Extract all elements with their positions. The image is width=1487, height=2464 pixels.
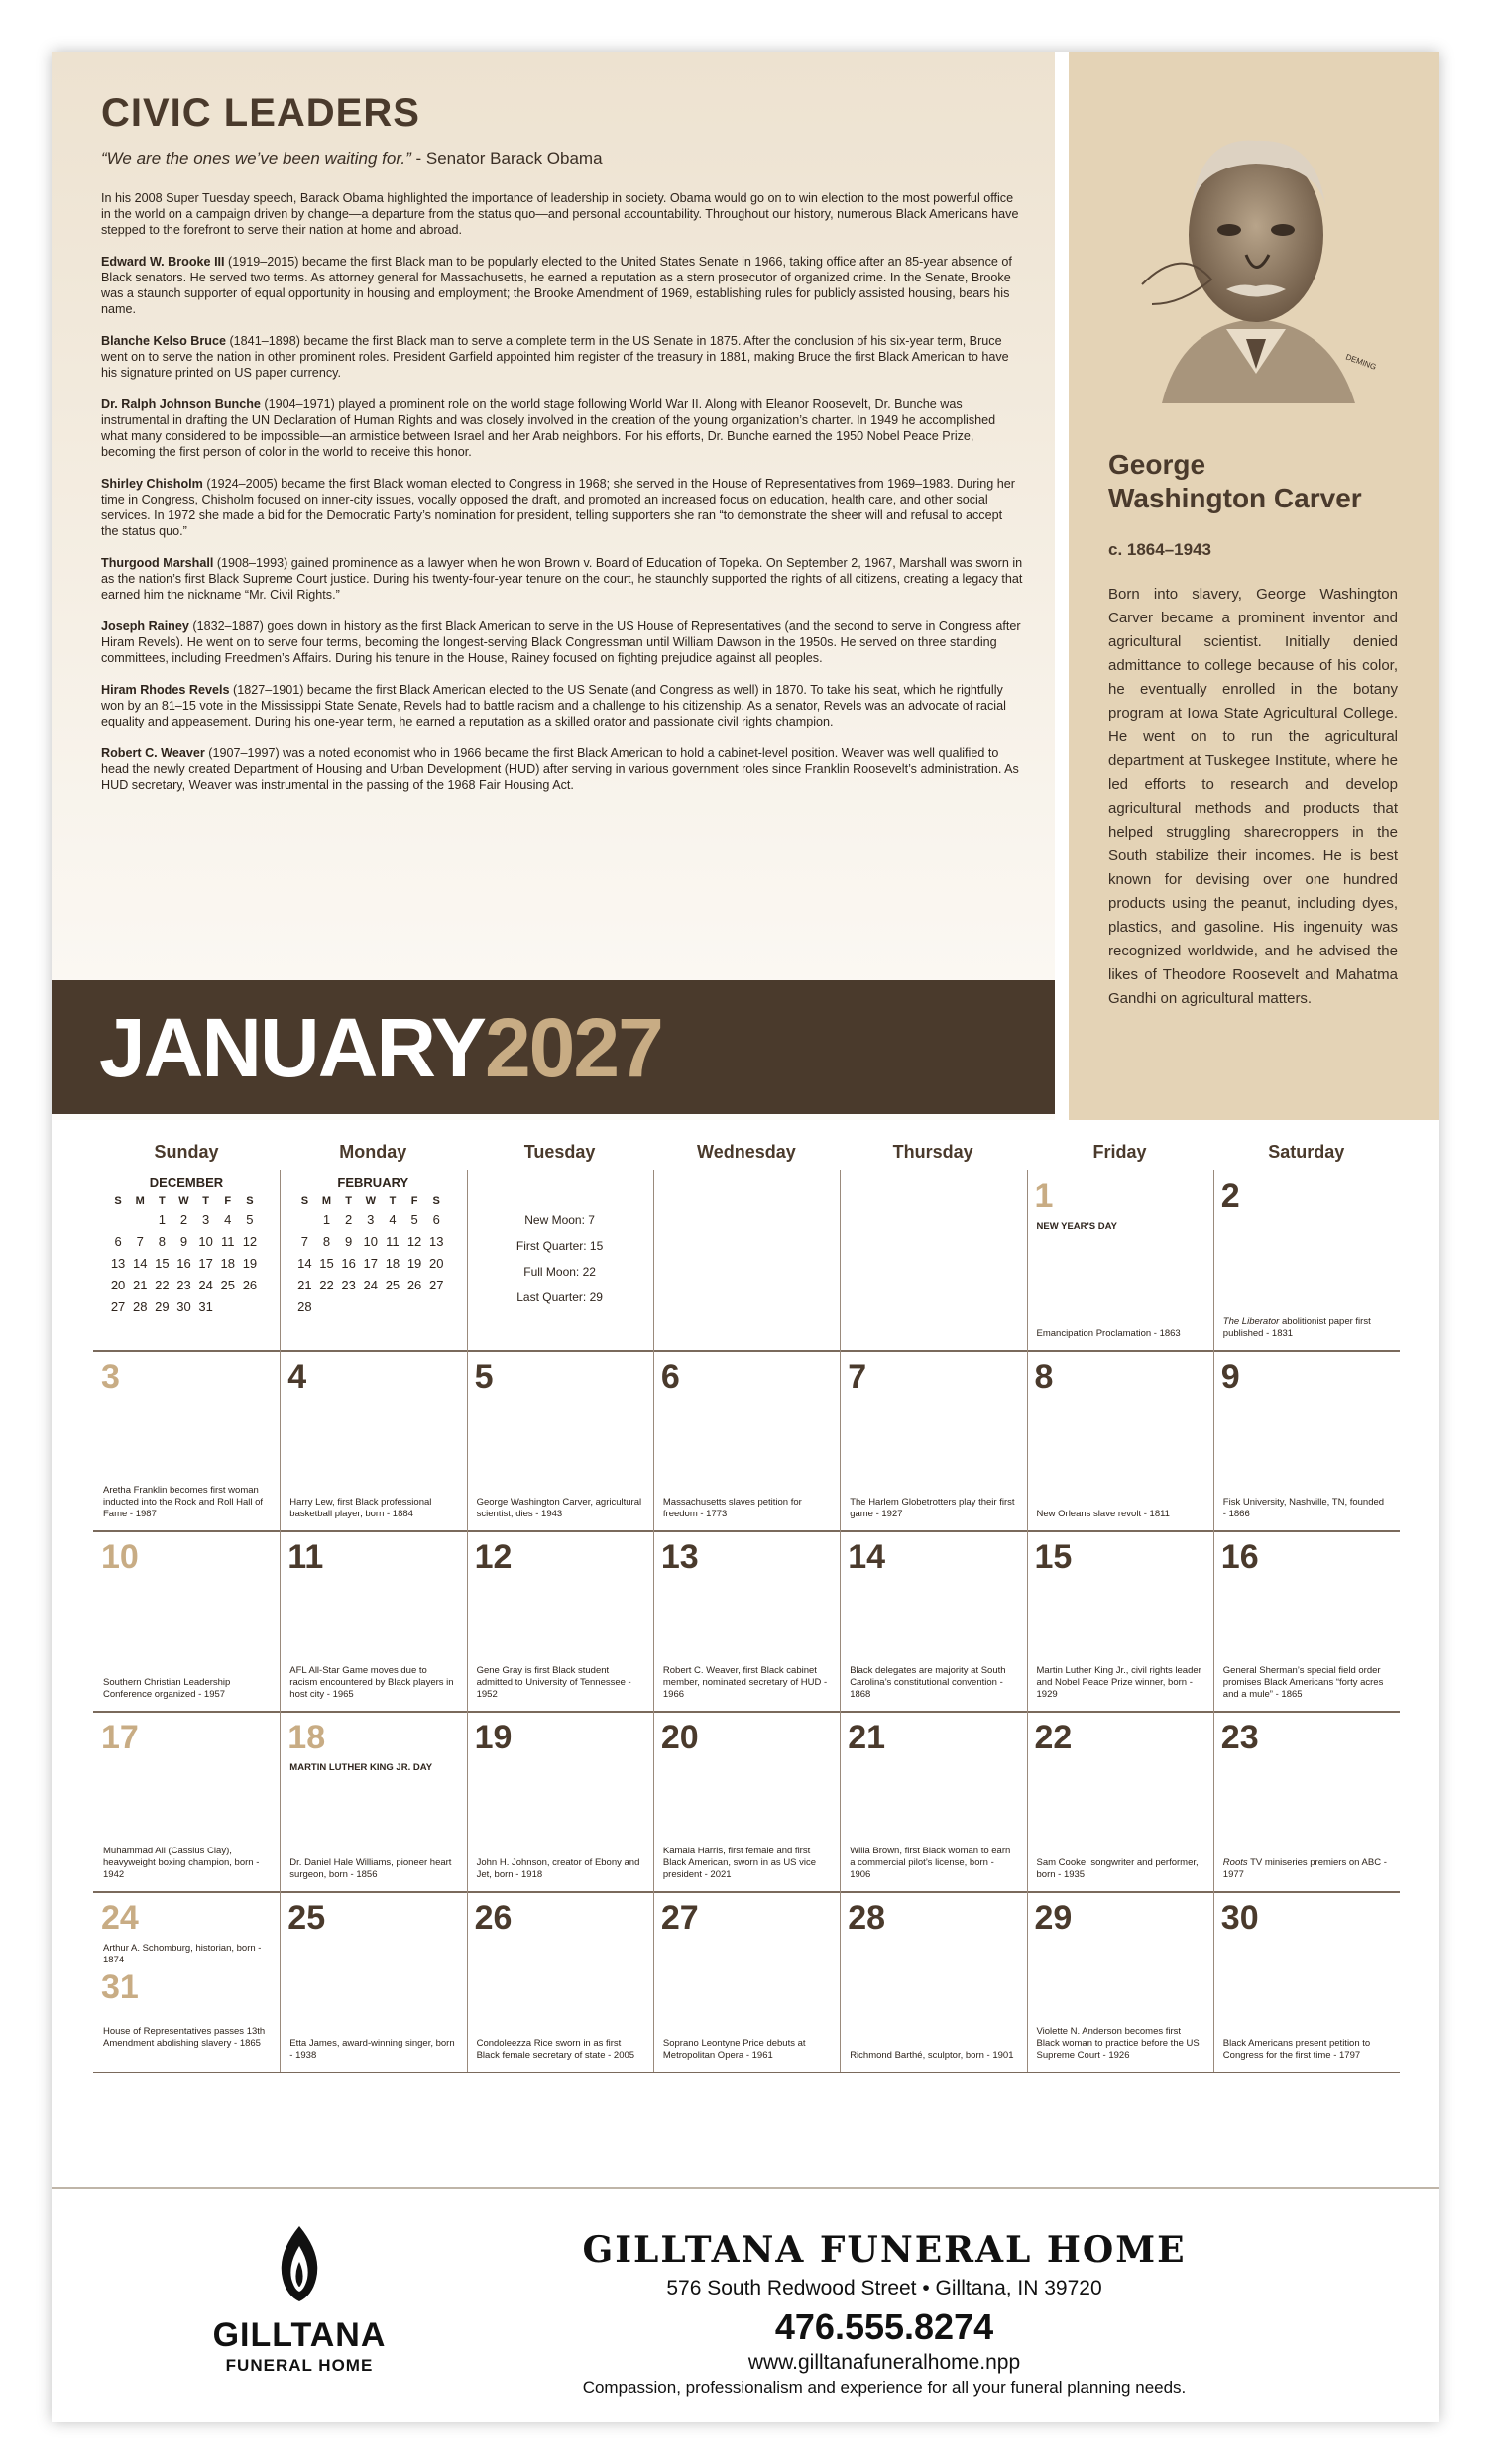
business-website[interactable]: www.gilltanafuneralhome.npp — [747, 2351, 1021, 2374]
mini-day: 25 — [385, 1277, 400, 1292]
mini-day: 13 — [110, 1255, 126, 1271]
mini-day: 23 — [341, 1277, 356, 1292]
mini-day — [382, 1295, 403, 1317]
articles — [101, 190, 1023, 809]
event-text — [477, 2038, 643, 2062]
section-title: CIVIC LEADERS — [101, 91, 420, 135]
mini-weekday: T — [345, 1195, 353, 1207]
event-description: Soprano Leontyne Price debuts at Metropolitan Opera - 1961 — [662, 2038, 806, 2061]
mini-day: 8 — [322, 1233, 331, 1249]
day-number: 26 — [474, 1899, 513, 1937]
day-number: 13 — [660, 1538, 699, 1576]
day-number: 9 — [1220, 1358, 1240, 1396]
empty-cell — [840, 1170, 1026, 1350]
mini-weekday: T — [158, 1195, 166, 1207]
mini-day — [293, 1208, 315, 1230]
mini-day: 27 — [110, 1298, 126, 1314]
mini-day: 22 — [155, 1277, 170, 1292]
mini-day — [315, 1295, 337, 1317]
mini-weekday: T — [202, 1195, 209, 1207]
mini-day: 28 — [297, 1298, 312, 1314]
mini-calendar-cell — [93, 1170, 280, 1350]
mini-day: 29 — [155, 1298, 170, 1314]
weekday-label: Monday — [339, 1142, 407, 1162]
mini-weekday: T — [389, 1195, 397, 1207]
day-cell — [1027, 1170, 1213, 1350]
day-cell — [280, 1350, 466, 1530]
weekday-label: Saturday — [1268, 1142, 1345, 1162]
event-text — [289, 1857, 456, 1881]
event-text — [103, 1846, 270, 1881]
event-description: Southern Christian Leadership Conference organized - 1957 — [103, 1677, 231, 1700]
business-address: 576 South Redwood Street • Gilltana, IN 39720 — [666, 2277, 1102, 2299]
article-text: (1832–1887) goes down in history as the first Black American to serve in the US House of Representatives (and the second to serve in Congress after Hiram Revels). He went on to serve four terms, becoming the longest-serving Black Congressman until William Dawson in the 1950s. He served on three standing committees, including Freedmen’s Affairs. During his tenure in the House, Rainey focused on fighting prejudice against all peoples. — [101, 619, 1021, 665]
day-number: 2 — [1220, 1177, 1240, 1215]
event-description: Kamala Harris, first female and first Black American, sworn in as US vice president - 2021 — [662, 1846, 817, 1880]
mini-weekday: M — [321, 1195, 332, 1207]
event-description: Gene Gray is first Black student admitted to University of Tennessee - 1952 — [476, 1665, 631, 1700]
event-text — [289, 1497, 456, 1520]
business-phone: 476.555.8274 — [774, 2306, 994, 2347]
mini-day — [129, 1208, 151, 1230]
day-cell — [840, 1530, 1026, 1711]
event-text — [1037, 1857, 1203, 1881]
day-number: 20 — [660, 1719, 699, 1756]
day-number: 19 — [474, 1719, 513, 1756]
mini-day: 27 — [428, 1277, 444, 1292]
mini-day — [107, 1208, 129, 1230]
event-text — [663, 2038, 830, 2062]
day-cell — [93, 1530, 280, 1711]
article-paragraph — [101, 333, 1023, 381]
bio-text: Born into slavery, George Washington Carver became a prominent inventor and agricultural scientist. Initially denied admittance to college because of his color, he eventually enrolled in the botany program at Iowa State Agricultural College. He went on to run the agricultural department at Tuskegee Institute, where he led efforts to research and develop agricultural methods and products that helped struggling sharecroppers in the South stabilize their incomes. He is best known for devising over one hundred products using the peanut, including dyes, plastics, and gasoline. His ingenuity was recognized worldwide, and he advised the likes of Theodore Roosevelt and Mahatma Gandhi on agricultural matters. — [1108, 586, 1398, 1007]
mini-day: 7 — [136, 1233, 144, 1249]
day-number: 14 — [848, 1538, 886, 1576]
article-paragraph — [101, 476, 1023, 539]
mini-day: 12 — [242, 1233, 258, 1249]
day-number: 16 — [1220, 1538, 1259, 1576]
event-description: George Washington Carver, agricultural scientist, dies - 1943 — [476, 1497, 642, 1519]
mini-day: 26 — [406, 1277, 422, 1292]
day-number: 30 — [1220, 1899, 1259, 1937]
leader-name: Shirley Chisholm — [101, 477, 203, 491]
leader-name: Joseph Rainey — [101, 619, 189, 633]
day-number: 10 — [101, 1538, 139, 1576]
mini-day: 24 — [198, 1277, 213, 1292]
event-text — [850, 1846, 1016, 1881]
logo-subtitle: FUNERAL HOME — [225, 2356, 374, 2375]
day-cell — [1027, 1350, 1213, 1530]
event-text — [1223, 2038, 1390, 2062]
mini-weekday: F — [224, 1195, 232, 1207]
mini-day — [217, 1295, 239, 1317]
day-number: 29 — [1034, 1899, 1073, 1937]
day-number: 7 — [848, 1358, 867, 1396]
weekday-header — [93, 1120, 1400, 1170]
day-cell — [280, 1530, 466, 1711]
event-text — [663, 1846, 830, 1881]
day-cell — [1027, 1530, 1213, 1711]
article-text: In his 2008 Super Tuesday speech, Barack Obama highlighted the importance of leadership in society. Obama would go on to win election to the most powerful office in the world on a campaign driven by change—a departure from the status quo—and personal accountability. Throughout our history, numerous Black Americans have stepped to the forefront to serve their nation at home and abroad. — [101, 191, 1019, 237]
day-cell — [840, 1711, 1026, 1891]
mini-day: 16 — [341, 1255, 356, 1271]
empty-cell — [653, 1170, 840, 1350]
day-number: 15 — [1034, 1538, 1073, 1576]
day-number: 24 — [101, 1899, 139, 1937]
day-number: 5 — [474, 1358, 494, 1396]
mini-day: 7 — [300, 1233, 308, 1249]
mini-calendar — [107, 1176, 266, 1317]
day-cell — [467, 1530, 653, 1711]
day-number: 12 — [474, 1538, 513, 1576]
leader-name: Dr. Ralph Johnson Bunche — [101, 397, 261, 411]
event-text — [1223, 1497, 1390, 1520]
event-description: Arthur A. Schomburg, historian, born - 1874 — [103, 1943, 262, 1965]
day-cell — [93, 1891, 280, 2072]
article-paragraph — [101, 682, 1023, 729]
mini-day: 6 — [114, 1233, 122, 1249]
mini-day: 1 — [158, 1211, 166, 1227]
event-text — [663, 1497, 830, 1520]
mini-day: 20 — [110, 1277, 126, 1292]
mini-day: 4 — [224, 1211, 232, 1227]
mini-day: 22 — [319, 1277, 334, 1292]
mini-day: 9 — [179, 1233, 188, 1249]
article-paragraph — [101, 396, 1023, 460]
mini-day — [425, 1295, 447, 1317]
row-divider — [93, 2072, 1400, 2073]
article-paragraph — [101, 190, 1023, 238]
mini-weekday: M — [135, 1195, 145, 1207]
month-banner — [52, 980, 1055, 1114]
mini-day: 21 — [132, 1277, 148, 1292]
event-text: House of Representatives passes 13th Amendment abolishing slavery - 1865 — [103, 2026, 266, 2049]
event-description: Willa Brown, first Black woman to earn a commercial pilot’s license, born - 1906 — [850, 1846, 1011, 1880]
article-text: (1924–2005) became the first Black woman elected to Congress in 1968; she served in the House of Representatives from 1969–1983. During her time in Congress, Chisholm focused on inner-city issues, vocally opposed the draft, and promoted an increased focus on education, health care, and other social services. In 1972 she made a bid for the Democratic Party’s nomination for president, telling supporters she ran “to demonstrate the sheer will and refusal to accept the status quo.” — [101, 477, 1015, 538]
day-cell — [653, 1711, 840, 1891]
mini-day — [338, 1295, 360, 1317]
mini-day — [360, 1295, 382, 1317]
event-description: Fisk University, Nashville, TN, founded - 1866 — [1222, 1497, 1385, 1519]
event-description: Black delegates are majority at South Carolina’s constitutional convention - 1868 — [850, 1665, 1006, 1700]
mini-day: 11 — [221, 1233, 235, 1249]
moon-phases-cell — [467, 1170, 653, 1350]
article-text: (1908–1993) gained prominence as a lawyer when he won Brown v. Board of Education of Topeka. On September 2, 1967, Marshall was sworn in as the nation’s first Black Supreme Court justice. During his twenty-four-year tenure on the court, he staunchly supported the rights of all citizens, creating a legacy that earned him the nickname “Mr. Civil Rights.” — [101, 556, 1023, 602]
day-cell — [1213, 1350, 1400, 1530]
event-text — [1037, 1509, 1203, 1520]
event-text — [1037, 1328, 1203, 1340]
mini-day — [403, 1295, 425, 1317]
mini-day: 15 — [155, 1255, 170, 1271]
mini-day: 30 — [176, 1298, 191, 1314]
weekday-label: Tuesday — [523, 1142, 596, 1162]
leader-name: Edward W. Brooke III — [101, 255, 225, 269]
mini-day: 18 — [385, 1255, 400, 1271]
business-name: GILLTANA FUNERAL HOME — [582, 2229, 1187, 2271]
day-cell — [280, 1711, 466, 1891]
mini-day: 10 — [198, 1233, 213, 1249]
event-description: Muhammad Ali (Cassius Clay), heavyweight boxing champion, born - 1942 — [103, 1846, 260, 1880]
mini-calendar-title: FEBRUARY — [337, 1176, 409, 1190]
quote-attribution: - Senator Barack Obama — [410, 149, 603, 168]
event-description: Condoleezza Rice sworn in as first Black female secretary of state - 2005 — [476, 2038, 635, 2061]
event-description: Sam Cooke, songwriter and performer, born - 1935 — [1036, 1857, 1199, 1880]
event-text — [289, 1665, 456, 1701]
event-text — [103, 1677, 270, 1701]
mini-day: 14 — [297, 1255, 312, 1271]
moon-phase-line: Full Moon: 22 — [523, 1265, 596, 1279]
mini-day: 4 — [389, 1211, 397, 1227]
mini-weekday: W — [178, 1195, 189, 1207]
quote — [101, 149, 603, 168]
event-title-italic: Roots — [1222, 1857, 1248, 1868]
civic-leaders-panel — [52, 52, 1055, 1120]
day-cell — [653, 1891, 840, 2072]
article-text: (1907–1997) was a noted economist who in 1966 became the first Black American to hold a cabinet-level position. Weaver was well qualified to head the newly created Department of Housing and Urban Development (HUD) after serving in various government roles since Franklin Roosevelt’s administration. As HUD secretary, Weaver was instrumental in the passing of the 1968 Fair Housing Act. — [101, 746, 1019, 792]
day-number: 11 — [287, 1538, 324, 1576]
calendar-page — [52, 52, 1439, 2422]
mini-day: 31 — [198, 1298, 213, 1314]
event-title-italic: The Liberator — [1222, 1316, 1280, 1327]
mini-day: 23 — [176, 1277, 191, 1292]
event-text — [1223, 1665, 1390, 1701]
day-number: 31 — [101, 1968, 139, 2006]
day-number: 6 — [660, 1358, 680, 1396]
mini-day: 16 — [176, 1255, 191, 1271]
day-cell — [467, 1350, 653, 1530]
article-text: (1904–1971) played a prominent role on the world stage following World War II. Along with Eleanor Roosevelt, Dr. Bunche was instrumental in drafting the UN Declaration of Human Rights and was closely involved in the creation of the young organization’s charter. In 1949 he accomplished what many considered to be impossible—an armistice between Israel and her Arab neighbors. For his efforts, Dr. Bunche earned the 1950 Nobel Peace Prize, becoming the first person of color in the world to receive this honor. — [101, 397, 996, 459]
day-cell — [467, 1891, 653, 2072]
mini-weekday: S — [246, 1195, 254, 1207]
mini-day: 11 — [386, 1233, 400, 1249]
event-text — [663, 1665, 830, 1701]
mini-calendar-title: DECEMBER — [149, 1176, 224, 1190]
event-text — [289, 2038, 456, 2062]
mini-day: 13 — [428, 1233, 444, 1249]
day-number: 21 — [848, 1719, 886, 1756]
event-description: Aretha Franklin becomes first woman inducted into the Rock and Roll Hall of Fame - 1987 — [103, 1485, 264, 1519]
event-description: Martin Luther King Jr., civil rights leader and Nobel Peace Prize winner, born - 1929 — [1036, 1665, 1201, 1700]
article-paragraph — [101, 618, 1023, 666]
event-description: abolitionist paper first published - 1831 — [1222, 1316, 1371, 1339]
event-description: Massachusetts slaves petition for freedom - 1773 — [662, 1497, 802, 1519]
mini-day: 20 — [428, 1255, 444, 1271]
portrait-illustration — [1122, 106, 1390, 413]
bio-name — [1108, 448, 1362, 515]
mini-day: 15 — [319, 1255, 334, 1271]
event-description: Black Americans present petition to Congress for the first time - 1797 — [1222, 2038, 1371, 2061]
mini-calendar-cell — [280, 1170, 466, 1350]
bio-name-line2: Washington Carver — [1108, 483, 1362, 513]
event-text — [1223, 1316, 1390, 1340]
mini-day: 19 — [406, 1255, 422, 1271]
event-description: General Sherman’s special field order promises Black Americans “forty acres and a mule” - 1865 — [1222, 1665, 1384, 1700]
moon-phase-line: Last Quarter: 29 — [516, 1290, 603, 1304]
day-cell — [1213, 1711, 1400, 1891]
advertiser-footer — [52, 2187, 1439, 2422]
mini-day: 28 — [132, 1298, 148, 1314]
mini-day: 26 — [242, 1277, 258, 1292]
event-description: John H. Johnson, creator of Ebony and Jet, born - 1918 — [476, 1857, 640, 1880]
mini-day: 2 — [179, 1211, 188, 1227]
mini-day: 17 — [198, 1255, 213, 1271]
article-text: (1919–2015) became the first Black man to be popularly elected to the United States Senate in 1966, taking office after an 85-year absence of Black senators. He served two terms. As attorney general for Massachusetts, he earned a reputation as a stern prosecutor of organized crime. In the Senate, Brooke was a staunch supporter of equal opportunity in housing and employment; the Brooke Amendment of 1969, establishing rules for publicly assisted housing, bears his name. — [101, 255, 1012, 316]
day-cell — [93, 1711, 280, 1891]
day-cell — [1213, 1891, 1400, 2072]
holiday-label: MARTIN LUTHER KING JR. DAY — [289, 1762, 433, 1773]
day-number: 3 — [101, 1358, 120, 1396]
event-description: TV miniseries premiers on ABC - 1977 — [1222, 1857, 1387, 1880]
artist-signature: DEMING — [1344, 352, 1378, 372]
mini-day: 14 — [132, 1255, 148, 1271]
article-paragraph — [101, 745, 1023, 793]
bio-years: c. 1864–1943 — [1108, 540, 1211, 559]
day-number: 22 — [1034, 1719, 1073, 1756]
event-description: Richmond Barthé, sculptor, born - 1901 — [850, 2050, 1014, 2061]
mini-day: 6 — [432, 1211, 440, 1227]
weekday-label: Thursday — [892, 1142, 973, 1162]
event-description: Emancipation Proclamation - 1863 — [1036, 1328, 1181, 1339]
day-number: 23 — [1220, 1719, 1259, 1756]
mini-day: 5 — [410, 1211, 418, 1227]
day-cell — [840, 1891, 1026, 2072]
article-paragraph — [101, 254, 1023, 317]
mini-weekday: S — [114, 1195, 122, 1207]
mini-weekday: S — [300, 1195, 309, 1207]
leader-name: Thurgood Marshall — [101, 556, 214, 570]
day-cell — [93, 1350, 280, 1530]
mini-day: 2 — [345, 1211, 353, 1227]
mini-day: 17 — [363, 1255, 379, 1271]
day-number: 25 — [287, 1899, 326, 1937]
event-description: Violette N. Anderson becomes first Black woman to practice before the US Supreme Court - 1926 — [1036, 2026, 1200, 2061]
month-year: 2027 — [484, 1001, 662, 1094]
day-cell — [840, 1350, 1026, 1530]
mini-day: 21 — [297, 1277, 312, 1292]
day-cell — [653, 1530, 840, 1711]
holiday-label: NEW YEAR'S DAY — [1036, 1221, 1117, 1232]
day-number: 17 — [101, 1719, 139, 1756]
event-description: Robert C. Weaver, first Black cabinet member, nominated secretary of HUD - 1966 — [662, 1665, 828, 1700]
leader-name: Hiram Rhodes Revels — [101, 683, 230, 697]
divider — [1055, 52, 1069, 1120]
weekday-label: Wednesday — [697, 1142, 796, 1162]
day-cell — [653, 1350, 840, 1530]
weekday-label: Friday — [1092, 1142, 1147, 1162]
mini-day: 24 — [363, 1277, 379, 1292]
moon-phase-line: First Quarter: 15 — [515, 1239, 604, 1253]
mini-weekday: W — [365, 1195, 376, 1207]
leader-name: Robert C. Weaver — [101, 746, 205, 760]
day-cell — [1213, 1530, 1400, 1711]
article-text: (1841–1898) became the first Black man to serve a complete term in the US Senate in 1875. After the conclusion of his six-year term, Bruce went on to serve the nation in other prominent roles. President Garfield appointed him register of the treasury in 1881, making Bruce the first Black American to have his signature printed on US paper currency. — [101, 334, 1009, 380]
mini-day: 19 — [242, 1255, 258, 1271]
mini-day: 12 — [406, 1233, 422, 1249]
event-text — [1037, 1665, 1203, 1701]
mini-day: 10 — [363, 1233, 379, 1249]
day-cell — [1027, 1711, 1213, 1891]
event-text — [477, 1857, 643, 1881]
event-text — [477, 1497, 643, 1520]
event-text — [103, 1485, 270, 1520]
day-cell — [280, 1891, 466, 2072]
moon-phase-line: New Moon: 7 — [524, 1213, 595, 1227]
day-number: 28 — [848, 1899, 886, 1937]
event-text — [850, 2050, 1016, 2062]
event-text — [850, 1497, 1016, 1520]
mini-day: 18 — [220, 1255, 235, 1271]
day-number: 1 — [1034, 1177, 1054, 1215]
day-number: 4 — [287, 1358, 307, 1396]
mini-day — [239, 1295, 261, 1317]
mini-day: 25 — [220, 1277, 235, 1292]
day-number: 27 — [660, 1899, 699, 1937]
bio-name-line1: George — [1108, 449, 1206, 480]
event-text — [1037, 2026, 1203, 2062]
day-number: 18 — [287, 1719, 326, 1756]
day-cell — [1027, 1891, 1213, 2072]
moon-phases — [467, 1207, 653, 1310]
leader-name: Blanche Kelso Bruce — [101, 334, 226, 348]
event-description: New Orleans slave revolt - 1811 — [1036, 1509, 1170, 1519]
logo-name: GILLTANA — [212, 2316, 387, 2354]
mini-day: 5 — [246, 1211, 254, 1227]
event-description: Harry Lew, first Black professional basketball player, born - 1884 — [289, 1497, 432, 1519]
event-description: The Harlem Globetrotters play their first game - 1927 — [850, 1497, 1015, 1519]
business-tagline: Compassion, professionalism and experience for all your funeral planning needs. — [582, 2378, 1187, 2397]
quote-text: “We are the ones we’ve been waiting for.” — [101, 149, 411, 168]
mini-weekday: S — [432, 1195, 440, 1207]
event-text — [477, 1665, 643, 1701]
month-name: JANUARY — [99, 1001, 485, 1094]
event-text — [850, 1665, 1016, 1701]
mini-day: 8 — [158, 1233, 166, 1249]
flame-logo-icon — [275, 2224, 324, 2303]
day-cell — [1213, 1170, 1400, 1350]
day-number: 8 — [1034, 1358, 1054, 1396]
event-text — [103, 1943, 270, 1966]
event-description: AFL All-Star Game moves due to racism encountered by Black players in host city - 1965 — [289, 1665, 454, 1700]
mini-weekday: F — [410, 1195, 418, 1207]
mini-day: 1 — [322, 1211, 331, 1227]
event-text — [1223, 1857, 1390, 1881]
event-description: Etta James, award-winning singer, born - 1938 — [289, 2038, 455, 2061]
mini-calendar — [293, 1176, 452, 1317]
mini-day: 9 — [345, 1233, 353, 1249]
mini-day: 3 — [367, 1211, 375, 1227]
weekday-label: Sunday — [154, 1142, 219, 1162]
article-paragraph — [101, 555, 1023, 603]
mini-day: 3 — [202, 1211, 210, 1227]
day-cell — [467, 1711, 653, 1891]
event-description: Dr. Daniel Hale Williams, pioneer heart surgeon, born - 1856 — [289, 1857, 452, 1880]
month-title — [99, 1000, 662, 1096]
article-text: (1827–1901) became the first Black American elected to the US Senate (and Congress as well) in 1870. To take his seat, which he rightfully won by an 81–15 vote in the Mississippi State Senate, Revels had to battle racism and a challenge to his citizenship. As a senator, Revels was an advocate of racial equality and appeasement. During his one-year term, he earned a reputation as a skilled orator and passionate civil rights champion. — [101, 683, 1006, 728]
